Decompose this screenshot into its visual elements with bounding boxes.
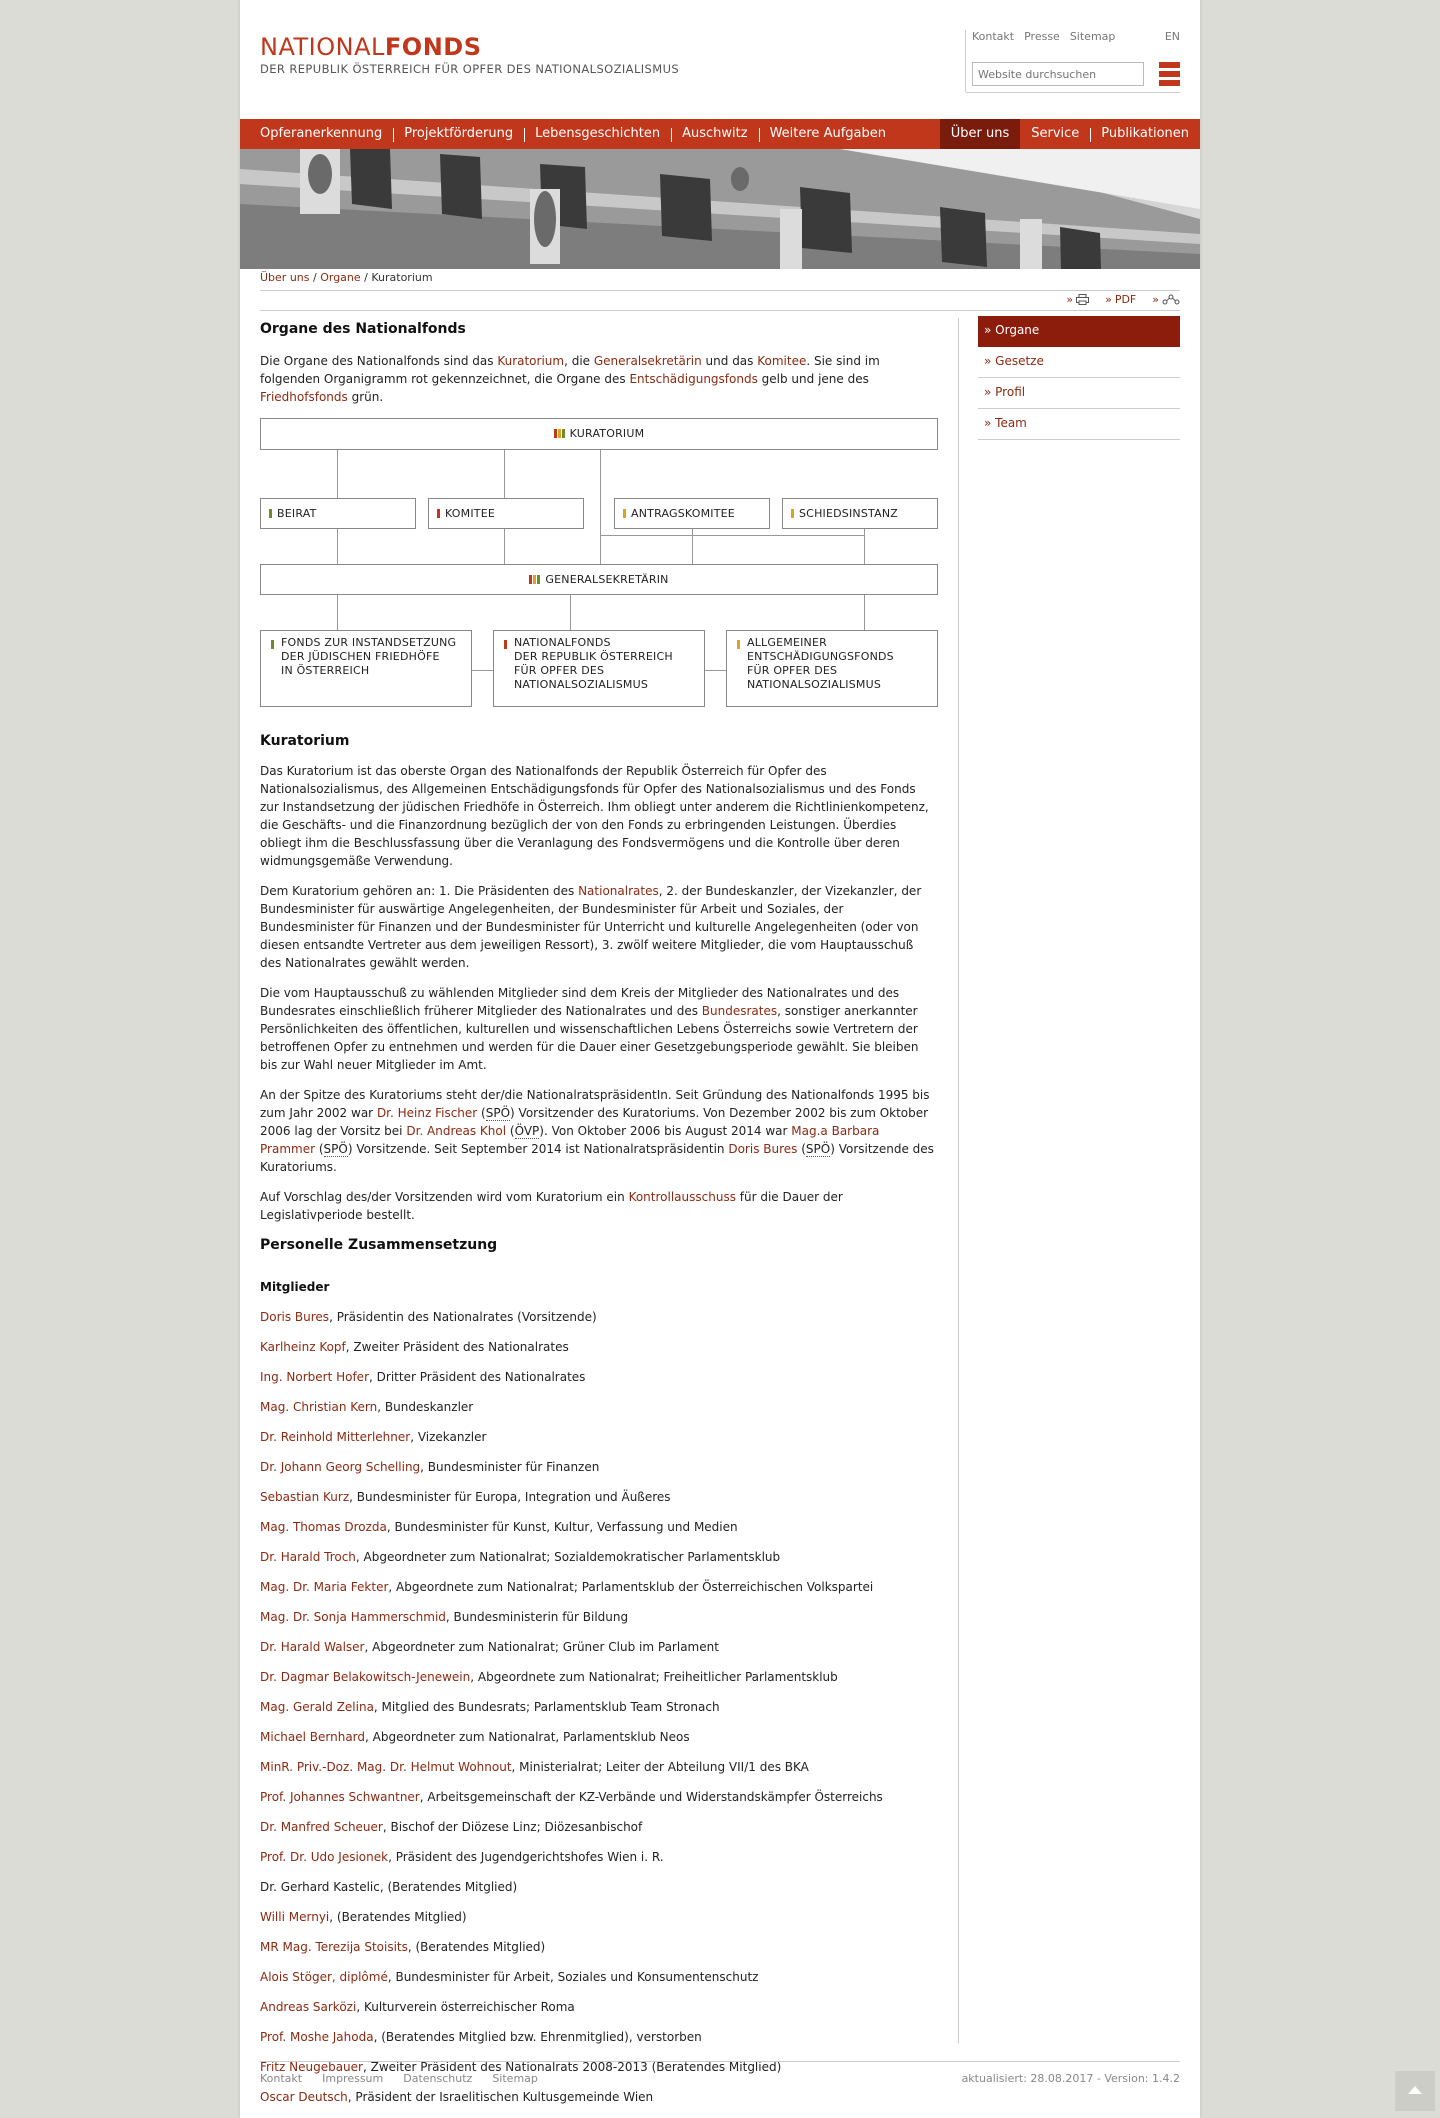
member-role: , Abgeordnete zum Nationalrat; Parlamentsklub der Österreichischen Volkspartei (388, 1580, 874, 1594)
paragraph-kuratorium-5: Auf Vorschlag des/der Vorsitzenden wird vom Kuratorium ein Kontrollausschuss für die Dauer der Legislativperiode bestellt. (260, 1190, 843, 1222)
member-name-link[interactable]: Michael Bernhard (260, 1730, 366, 1744)
top-utility-nav (965, 30, 1180, 92)
heading-kuratorium: Kuratorium (260, 733, 350, 749)
link-nationalrates[interactable]: Nationalrates (578, 884, 659, 898)
list-item (260, 1308, 938, 1326)
header-banner-image (240, 149, 1200, 269)
link-komitee[interactable]: Komitee (757, 354, 807, 368)
member-role: , Mitglied des Bundesrats; Parlamentsklub Team Stronach (373, 1700, 720, 1714)
link-andreas-khol[interactable]: Dr. Andreas Khol (406, 1124, 507, 1138)
member-role: , (Beratendes Mitglied) (379, 1880, 518, 1894)
scroll-to-top-button[interactable] (1395, 2071, 1435, 2111)
footer-link-sitemap[interactable]: Sitemap (492, 2072, 538, 2085)
member-role: , Abgeordneter zum Nationalrat, Parlamentsklub Neos (365, 1730, 690, 1744)
list-item (260, 1338, 938, 1356)
member-role: , Bischof der Diözese Linz; Diözesanbischof (382, 1820, 643, 1834)
org-box-komitee[interactable]: KOMITEE (428, 498, 584, 529)
member-name-link[interactable]: Alois Stöger, diplômé (260, 1970, 388, 1984)
page-tools (1066, 293, 1180, 306)
org-box-generalsekretaerin[interactable]: GENERALSEKRETÄRIN (260, 564, 938, 595)
paragraph-kuratorium-2: Dem Kuratorium gehören an: 1. Die Präsidenten des Nationalrates, 2. der Bundeskanzler, der Vizekanzler, der Bundesminister für auswärtige Angelegenheiten, der Bundesminister für Arbeit und Soziales, der Bundesminister für Finanzen und der Bundesminister für Unterricht und kulturelle Angelegenheiten (oder von diesen entsandte Vertreter aus dem jeweiligen Ressort), 3. zwölf weitere Mitglieder, die vom Hauptausschuß des Nationalrates gewählt werden. (260, 884, 922, 970)
breadcrumb-current: Kuratorium (371, 271, 433, 284)
list-item (260, 1998, 938, 2016)
footer-link-kontakt[interactable]: Kontakt (260, 2072, 303, 2085)
member-name-link[interactable]: Mag. Dr. Maria Fekter (260, 1580, 389, 1594)
pdf-button[interactable]: » PDF (1105, 293, 1137, 306)
member-role: , Abgeordneter zum Nationalrat; Grüner Club im Parlament (364, 1640, 719, 1654)
member-name-link[interactable]: MR Mag. Terezija Stoisits (260, 1940, 408, 1954)
member-role: , Ministerialrat; Leiter der Abteilung VII/1 des BKA (511, 1760, 809, 1774)
list-item (260, 1758, 938, 1776)
nav-auschwitz[interactable]: Auschwitz (671, 119, 758, 149)
heading-mitglieder: Mitglieder (260, 1280, 330, 1294)
footer (260, 2072, 1180, 2085)
top-link-presse[interactable]: Presse (1024, 30, 1060, 43)
nav-publikationen[interactable]: Publikationen (1090, 119, 1200, 149)
member-name-link[interactable]: Doris Bures (260, 1310, 330, 1324)
org-box-entschaedigungsfonds[interactable]: ALLGEMEINER ENTSCHÄDIGUNGSFONDS FÜR OPFER DES NATIONALSOZIALISMUS (726, 630, 938, 707)
link-barbara-prammer[interactable]: Mag.a Barbara Prammer (260, 1124, 880, 1156)
org-box-schiedsinstanz[interactable]: SCHIEDSINSTANZ (782, 498, 938, 529)
sidebar-item-organe[interactable]: » Organe (978, 316, 1180, 347)
link-bundesrates[interactable]: Bundesrates (701, 1004, 778, 1018)
list-item (260, 1548, 938, 1566)
member-role: , Präsident der Israelitischen Kultusgemeinde Wien (347, 2090, 654, 2104)
share-button[interactable]: » (1152, 293, 1180, 306)
member-role: , Bundesminister für Finanzen (420, 1460, 600, 1474)
footer-link-impressum[interactable]: Impressum (322, 2072, 384, 2085)
page (240, 0, 1200, 2118)
member-role: , Vizekanzler (410, 1430, 487, 1444)
list-item (260, 1458, 938, 1476)
member-name-link[interactable]: Sebastian Kurz (260, 1490, 350, 1504)
print-button[interactable]: » (1066, 293, 1089, 306)
member-name-link[interactable]: Mag. Christian Kern (260, 1400, 378, 1414)
org-box-beirat[interactable]: BEIRAT (260, 498, 416, 529)
list-item (260, 1398, 938, 1416)
list-item (260, 1518, 938, 1536)
breadcrumb: Über uns / Organe / Kuratorium (260, 271, 433, 284)
printer-icon (1076, 294, 1089, 305)
list-item (260, 1938, 938, 1956)
link-entschaedigungsfonds[interactable]: Entschädigungsfonds (629, 372, 758, 386)
list-item (260, 1488, 938, 1506)
member-role: , Präsident des Jugendgerichtshofes Wien i. R. (388, 1850, 664, 1864)
list-item (260, 1908, 938, 1926)
site-logo[interactable] (260, 34, 679, 76)
member-name-link[interactable]: Mag. Dr. Sonja Hammerschmid (260, 1610, 446, 1624)
member-role: , Kulturverein österreichischer Roma (356, 2000, 575, 2014)
link-doris-bures[interactable]: Doris Bures (728, 1142, 798, 1156)
logo-subtitle: DER REPUBLIK ÖSTERREICH FÜR OPFER DES NATIONALSOZIALISMUS (260, 62, 680, 76)
share-icon (1162, 294, 1180, 305)
member-name-link[interactable]: Andreas Sarközi (260, 2000, 357, 2014)
breadcrumb-ueber-uns[interactable]: Über uns (260, 271, 310, 284)
member-name-link[interactable]: Mag. Thomas Drozda (260, 1520, 387, 1534)
member-role: , Bundesminister für Kunst, Kultur, Verfassung und Medien (386, 1520, 738, 1534)
member-name-link[interactable]: Dr. Harald Walser (260, 1640, 365, 1654)
list-item (260, 1578, 938, 1596)
list-item (260, 1878, 938, 1896)
member-role: , Arbeitsgemeinschaft der KZ-Verbände und Widerstandskämpfer Österreichs (419, 1790, 883, 1804)
org-box-kuratorium[interactable]: KURATORIUM (260, 418, 938, 450)
list-item (260, 1668, 938, 1686)
list-item (260, 1848, 938, 1866)
org-box-antragskomitee[interactable]: ANTRAGSKOMITEE (614, 498, 770, 529)
list-item (260, 1788, 938, 1806)
member-name-link[interactable]: Dr. Harald Troch (260, 1550, 356, 1564)
list-item (260, 1368, 938, 1386)
member-name-link[interactable]: Mag. Gerald Zelina (260, 1700, 374, 1714)
member-role: , Dritter Präsident des Nationalrates (369, 1370, 586, 1384)
list-item (260, 1968, 938, 1986)
main-nav (240, 119, 1200, 149)
member-name-link[interactable]: Prof. Johannes Schwantner (260, 1790, 420, 1804)
link-kontrollausschuss[interactable]: Kontrollausschuss (628, 1190, 736, 1204)
nav-opferanerkennung[interactable]: Opferanerkennung (260, 126, 383, 141)
link-generalsekretaerin[interactable]: Generalsekretärin (593, 354, 702, 368)
member-role: , (Beratendes Mitglied) (329, 1910, 467, 1924)
member-name-link[interactable]: Oscar Deutsch (260, 2090, 348, 2104)
member-name-link[interactable]: Prof. Dr. Udo Jesionek (260, 1850, 389, 1864)
list-item (260, 2088, 938, 2106)
heading-personelle-zusammensetzung: Personelle Zusammensetzung (260, 1237, 498, 1253)
list-item (260, 1428, 938, 1446)
search-input[interactable] (972, 62, 1144, 86)
nav-ueber-uns[interactable]: Über uns (940, 119, 1021, 149)
version-info: aktualisiert: 28.08.2017 - Version: 1.4.2 (961, 2072, 1180, 2085)
top-link-sitemap[interactable]: Sitemap (1069, 30, 1116, 43)
member-list (260, 1308, 938, 2106)
sidebar-item-gesetze[interactable]: » Gesetze (978, 347, 1180, 378)
nav-projektfoerderung[interactable]: Projektförderung (393, 119, 524, 149)
nav-service[interactable]: Service (1031, 126, 1080, 141)
top-link-kontakt[interactable]: Kontakt (972, 30, 1015, 43)
nav-weitere-aufgaben[interactable]: Weitere Aufgaben (759, 119, 897, 149)
member-role: , Abgeordneter zum Nationalrat; Sozialdemokratischer Parlamentsklub (355, 1550, 781, 1564)
sidebar-item-team[interactable]: » Team (978, 409, 1180, 440)
sidebar-item-profil[interactable]: » Profil (978, 378, 1180, 409)
member-name-link[interactable]: Karlheinz Kopf (260, 1340, 346, 1354)
member-role: , Präsidentin des Nationalrates (Vorsitzende) (329, 1310, 597, 1324)
link-friedhofsfonds[interactable]: Friedhofsfonds (260, 390, 348, 404)
member-role: , Bundesminister für Arbeit, Soziales und Konsumentenschutz (387, 1970, 759, 1984)
sidebar-nav (978, 316, 1180, 440)
hamburger-icon[interactable] (1159, 62, 1180, 86)
member-name-link[interactable]: Dr. Reinhold Mitterlehner (260, 1430, 411, 1444)
page-title: Organe des Nationalfonds (260, 321, 466, 337)
list-item (260, 1818, 938, 1836)
footer-link-datenschutz[interactable]: Datenschutz (403, 2072, 473, 2085)
member-name-link[interactable]: Dr. Manfred Scheuer (260, 1820, 383, 1834)
list-item (260, 1638, 938, 1656)
member-name: Dr. Gerhard Kastelic (260, 1880, 380, 1894)
member-role: , Bundesminister für Europa, Integration und Äußeres (349, 1490, 671, 1504)
member-name-link[interactable]: MinR. Priv.-Doz. Mag. Dr. Helmut Wohnout (260, 1760, 512, 1774)
member-role: , Bundeskanzler (377, 1400, 474, 1414)
member-role: , Bundesministerin für Bildung (445, 1610, 629, 1624)
member-name-link[interactable]: Dr. Johann Georg Schelling (260, 1460, 421, 1474)
list-item (260, 1698, 938, 1716)
org-box-friedhofsfonds[interactable]: FONDS ZUR INSTANDSETZUNG DER JÜDISCHEN FRIEDHÖFE IN ÖSTERREICH (260, 630, 472, 707)
member-role: , (Beratendes Mitglied bzw. Ehrenmitglied), verstorben (373, 2030, 702, 2044)
member-role: , Zweiter Präsident des Nationalrates (345, 1340, 569, 1354)
logo-wordmark: NATIONALFONDS (260, 33, 482, 61)
intro-paragraph: Die Organe des Nationalfonds sind das Kuratorium, die Generalsekretärin und das Komitee. Sie sind im folgenden Organigramm rot gekennzeichnet, die Organe des Entschädigungsfonds gelb und jene des Friedhofsfonds grün. (260, 354, 880, 404)
member-role: , Zweiter Präsident des Nationalrats 2008-2013 (Beratendes Mitglied) (362, 2060, 782, 2074)
breadcrumb-organe[interactable]: Organe (320, 271, 361, 284)
organigram (260, 418, 938, 718)
member-name-link[interactable]: Willi Mernyi (260, 1910, 330, 1924)
member-name-link[interactable]: Prof. Moshe Jahoda (260, 2030, 374, 2044)
language-switch[interactable]: EN (1164, 30, 1180, 43)
link-heinz-fischer[interactable]: Dr. Heinz Fischer (376, 1106, 478, 1120)
nav-lebensgeschichten[interactable]: Lebensgeschichten (524, 119, 671, 149)
member-role: , (Beratendes Mitglied) (407, 1940, 546, 1954)
paragraph-kuratorium-1: Das Kuratorium ist das oberste Organ des Nationalfonds der Republik Österreich für Opfer des Nationalsozialismus, des Allgemeinen Entschädigungsfonds für Opfer des Nationalsozialismus und des Fonds zur Instandsetzung der jüdischen Friedhöfe in Österreich. Ihm obliegt unter anderem die Richtlinienkompetenz, die Geschäfts- und die Finanzordnung bezüglich der von den Fonds zu erbringenden Leistungen. Überdies obliegt ihm die Beschlussfassung über die Veranlagung des Fondsvermögens und die Kontrolle über deren widmungsgemäße Verwendung. (260, 764, 929, 868)
paragraph-kuratorium-3: Die vom Hauptausschuß zu wählenden Mitglieder sind dem Kreis der Mitglieder des Nationalrates und des Bundesrates einschließlich früherer Mitglieder des Nationalrates und des Bundesrates, sonstiger anerkannter Persönlichkeiten des öffentlichen, kulturellen und wissenschaftlichen Lebens Österreichs sowie Vertretern der betroffenen Opfer zu entnehmen und werden für die Dauer einer Gesetzgebungsperiode gewählt. Sie bleiben bis zur Wahl neuer Mitglieder im Amt. (260, 986, 919, 1072)
member-name-link[interactable]: Fritz Neugebauer (260, 2060, 363, 2074)
org-box-nationalfonds[interactable]: NATIONALFONDS DER REPUBLIK ÖSTERREICH FÜR OPFER DES NATIONALSOZIALISMUS (493, 630, 705, 707)
member-role: , Abgeordnete zum Nationalrat; Freiheitlicher Parlamentsklub (470, 1670, 838, 1684)
main-content (260, 320, 938, 2118)
list-item (260, 1608, 938, 1626)
list-item (260, 1728, 938, 1746)
member-name-link[interactable]: Ing. Norbert Hofer (260, 1370, 370, 1384)
paragraph-kuratorium-4: An der Spitze des Kuratoriums steht der/die NationalratspräsidentIn. Seit Gründung des Nationalfonds 1995 bis zum Jahr 2002 war Dr. Heinz Fischer (SPÖ) Vorsitzender des Kuratoriums. Von Dezember 2002 bis zum Oktober 2006 lag der Vorsitz bei Dr. Andreas Khol (ÖVP). Von Oktober 2006 bis August 2014 war Mag.a Barbara Prammer (SPÖ) Vorsitzende. Seit September 2014 ist Nationalratspräsidentin Doris Bures (SPÖ) Vorsitzende des Kuratoriums. (260, 1088, 934, 1174)
member-name-link[interactable]: Dr. Dagmar Belakowitsch-Jenewein (260, 1670, 471, 1684)
list-item (260, 2028, 938, 2046)
link-kuratorium[interactable]: Kuratorium (497, 354, 565, 368)
